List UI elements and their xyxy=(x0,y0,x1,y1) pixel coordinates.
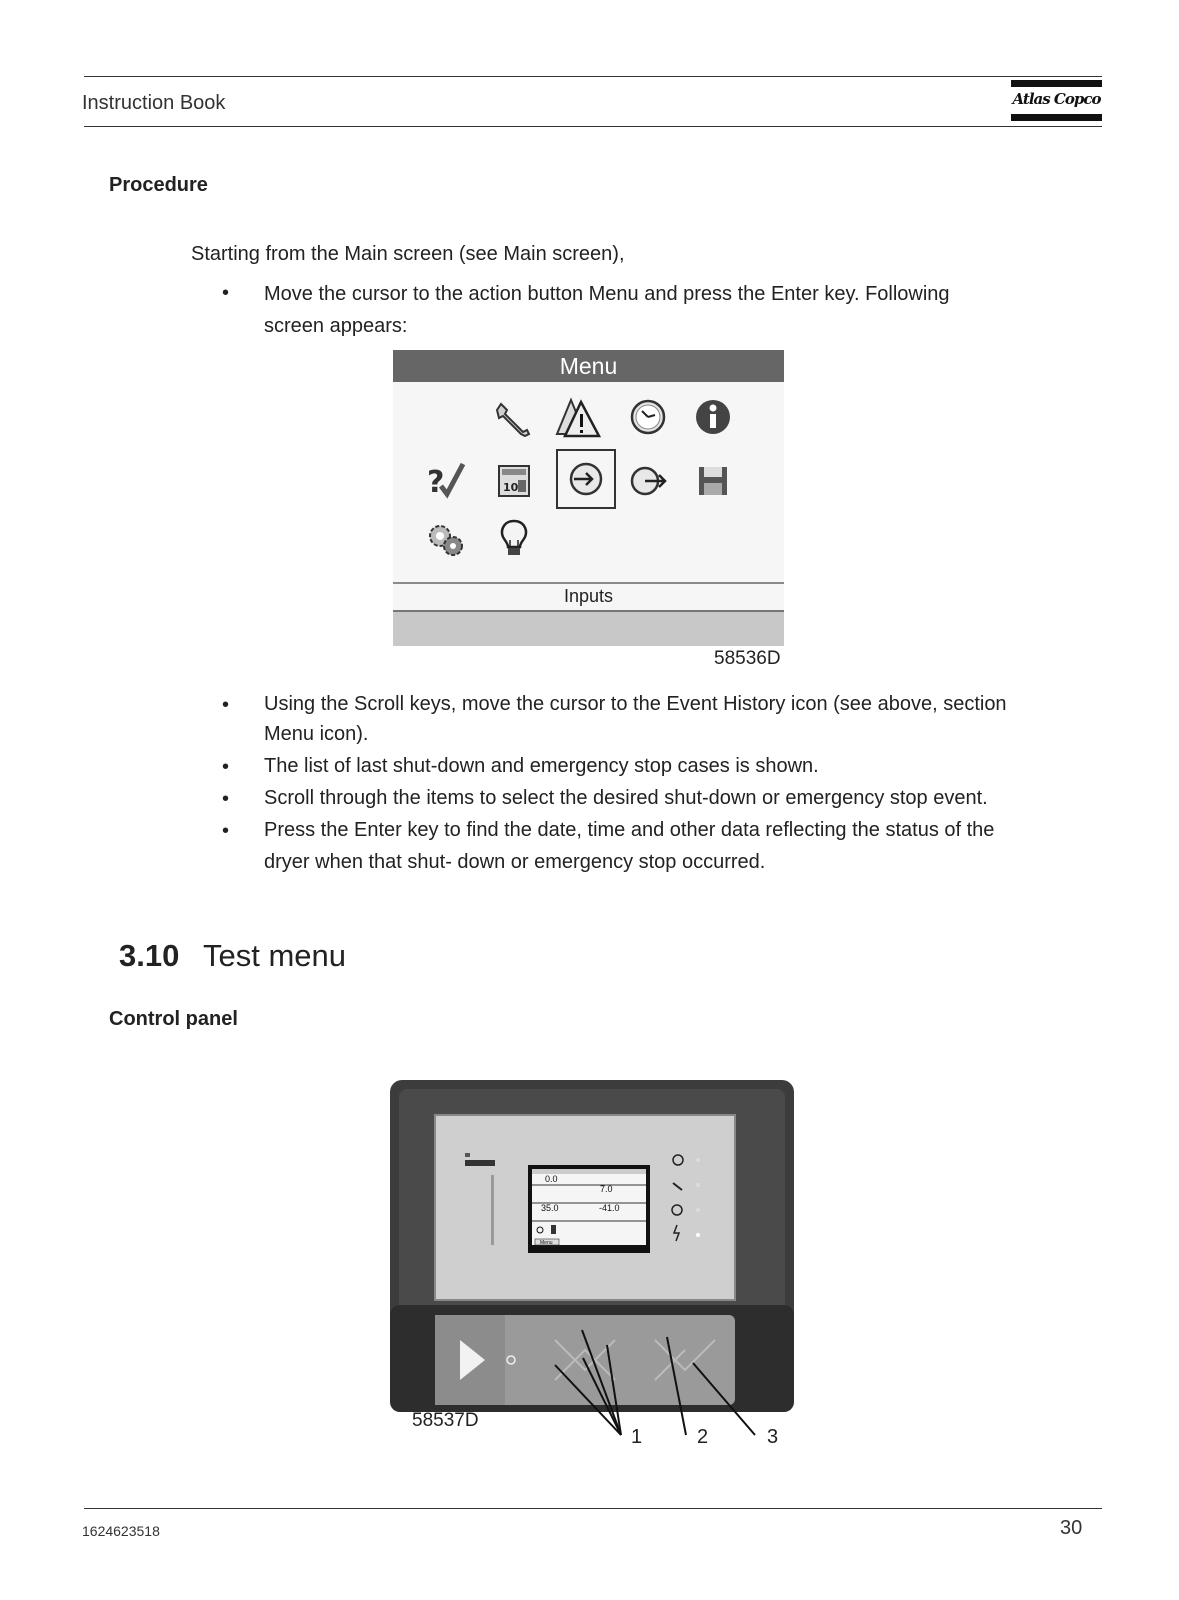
inputs-icon xyxy=(556,449,616,509)
info-icon xyxy=(690,394,736,440)
bullet: • xyxy=(222,756,230,778)
display-menu-button: Menu xyxy=(540,1240,553,1246)
callout-2: 2 xyxy=(697,1426,709,1448)
svg-text:?: ? xyxy=(427,465,445,500)
footer-rule xyxy=(84,1508,1102,1509)
lightbulb-icon xyxy=(491,516,537,562)
bullet: • xyxy=(222,282,230,304)
display-value: 35.0 xyxy=(541,1203,559,1213)
section-title: Test menu xyxy=(203,938,347,973)
page-number: 30 xyxy=(1060,1517,1083,1539)
figure-id-menu: 58536D xyxy=(714,648,781,669)
step-3: The list of last shut-down and emergency stop cases is shown. xyxy=(264,755,819,777)
menu-separator xyxy=(393,582,784,584)
bullet: • xyxy=(222,820,230,842)
callout-1: 1 xyxy=(631,1426,643,1448)
menu-selected-label: Inputs xyxy=(563,586,614,606)
control-panel-heading: Control panel xyxy=(109,1008,238,1030)
svg-text:10: 10 xyxy=(503,481,519,494)
menu-footer-bar xyxy=(393,610,784,646)
section-number: 3.10 xyxy=(119,938,180,973)
display-value: 0.0 xyxy=(545,1174,558,1184)
procedure-intro: Starting from the Main screen (see Main screen), xyxy=(191,243,625,265)
step-1-line-1: Move the cursor to the action button Menu and press the Enter key. Following xyxy=(264,283,950,305)
outputs-icon xyxy=(625,458,671,504)
display-value: 7.0 xyxy=(600,1184,613,1194)
figure-id-control-panel: 58537D xyxy=(412,1410,479,1431)
header-top-rule xyxy=(84,76,1102,77)
step-5-line-2: dryer when that shut- down or emergency stop occurred. xyxy=(264,851,766,873)
atlas-copco-logo: Atlas Copco xyxy=(1011,78,1102,124)
menu-title: Menu xyxy=(393,350,784,382)
callout-3: 3 xyxy=(767,1426,779,1448)
document-title: Instruction Book xyxy=(82,92,226,114)
save-icon xyxy=(690,458,736,504)
step-2-line-1: Using the Scroll keys, move the cursor to the Event History icon (see above, section xyxy=(264,693,1007,715)
bullet: • xyxy=(222,694,230,716)
step-5-line-1: Press the Enter key to find the date, time and other data reflecting the status of the xyxy=(264,819,995,841)
help-check-icon xyxy=(423,456,469,502)
header-bottom-rule xyxy=(84,126,1102,127)
document-number: 1624623518 xyxy=(82,1523,160,1539)
menu-screen-figure xyxy=(393,350,784,644)
clock-icon xyxy=(625,394,671,440)
control-panel-figure xyxy=(385,1075,805,1455)
step-2-line-2: Menu icon). xyxy=(264,723,369,745)
alarm-warning-icon xyxy=(555,394,601,440)
data-register-icon xyxy=(491,458,537,504)
bullet: • xyxy=(222,788,230,810)
settings-gears-icon xyxy=(423,516,469,562)
display-value: -41.0 xyxy=(599,1203,620,1213)
step-1-line-2: screen appears: xyxy=(264,315,408,337)
wrench-icon xyxy=(491,396,537,442)
procedure-heading: Procedure xyxy=(109,174,208,196)
step-4: Scroll through the items to select the desired shut-down or emergency stop event. xyxy=(264,787,988,809)
